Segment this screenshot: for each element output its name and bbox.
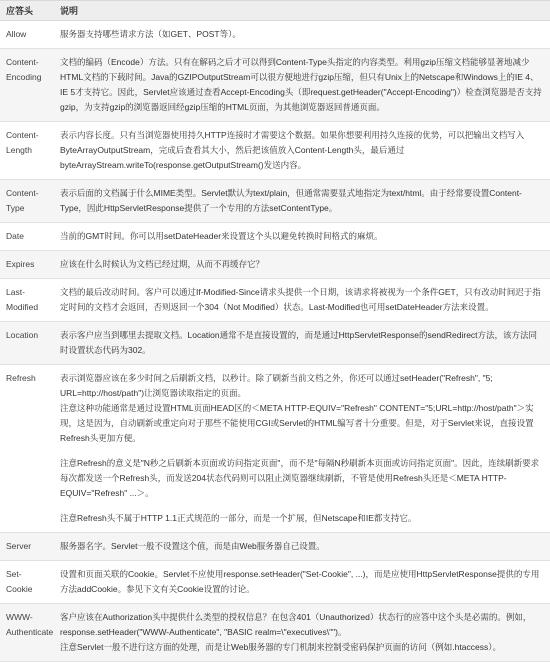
- description-line: 表示客户应当到哪里去提取文档。Location通常不是直接设置的，而是通过HttpServletResponse的sendRedirect方法，该方法同时设置状态代码为302。: [60, 330, 538, 355]
- header-name: Date: [0, 223, 54, 251]
- paragraph-gap: [60, 446, 544, 456]
- description-line: 当前的GMT时间。你可以用setDateHeader来设置这个头以避免转换时间格式的麻烦。: [60, 231, 383, 241]
- header-description: [54, 533, 550, 561]
- header-name: Set-Cookie: [0, 561, 54, 604]
- header-name: Content-Length: [0, 122, 54, 180]
- header-name: Allow: [0, 21, 54, 49]
- column-header-name: 应答头: [0, 1, 54, 21]
- description-line: 表示后面的文档属于什么MIME类型。Servlet默认为text/plain，但通常需要显式地指定为text/html。由于经常要设置Content-Type，因此HttpServletResponse提供了一个专用的方法setContentType。: [60, 188, 522, 213]
- description-line: 服务器名字。Servlet一般不设置这个值，而是由Web服务器自己设置。: [60, 541, 325, 551]
- description-line: 客户应该在Authorization头中提供什么类型的授权信息？在包含401（Unauthorized）状态行的应答中这个头是必需的。例如，response.setHeader("WWW-Authenticate", "BASIC realm=\"executives\"")。: [60, 612, 532, 637]
- header-description: [54, 604, 550, 662]
- header-description: [54, 122, 550, 180]
- header-description: [54, 365, 550, 533]
- header-description: [54, 180, 550, 223]
- paragraph-gap: [60, 501, 544, 511]
- description-line: 注意Servlet一般不进行这方面的处理，而是让Web服务器的专门机制来控制受密码保护页面的访问（例如.htaccess）。: [60, 642, 501, 652]
- description-line: 文档的最后改动时间。客户可以通过If-Modified-Since请求头提供一个日期，该请求将被视为一个条件GET，只有改动时间迟于指定时间的文档才会返回，否则返回一个304（Not Modified）状态。Last-Modified也可用setDateHeader方法来设置。: [60, 287, 541, 312]
- description-line: 注意Refresh的意义是"N秒之后刷新本页面或访问指定页面"，而不是"每隔N秒刷新本页面或访问指定页面"。因此，连续刷新要求每次都发送一个Refresh头，而发送204状态代码则可以阻止浏览器继续刷新，不管是使用Refresh头还是＜META HTTP-EQUIV="Refresh" ...＞。: [60, 458, 540, 498]
- header-description: [54, 223, 550, 251]
- header-description: [54, 49, 550, 122]
- description-line: 设置和页面关联的Cookie。Servlet不应使用response.setHeader("Set-Cookie", ...)，而是应使用HttpServletResponse提供的专用方法addCookie。参见下文有关Cookie设置的讨论。: [60, 569, 540, 594]
- header-description: [54, 21, 550, 49]
- description-line: 文档的编码（Encode）方法。只有在解码之后才可以得到Content-Type头指定的内容类型。利用gzip压缩文档能够显著地减少HTML文档的下载时间。Java的GZIPOutputStream可以很方便地进行gzip压缩，但只有Unix上的Netscape和Windows上的IE 4、IE 5才支持它。因此，Servlet应该通过查看Accept-Encoding头（即request.getHeader("Accept-Encoding")）检查浏览器是否支持gzip，为支持gzip的浏览器返回经gzip压缩的HTML页面，为其他浏览器返回普通页面。: [60, 57, 542, 112]
- header-name: Server: [0, 533, 54, 561]
- header-name: Location: [0, 322, 54, 365]
- header-description: [54, 561, 550, 604]
- header-description: [54, 322, 550, 365]
- header-description: [54, 279, 550, 322]
- header-name: Last-Modified: [0, 279, 54, 322]
- header-name: Content-Type: [0, 180, 54, 223]
- description-line: 注意Refresh头不属于HTTP 1.1正式规范的一部分，而是一个扩展，但Netscape和IE都支持它。: [60, 513, 417, 523]
- header-name: WWW-Authenticate: [0, 604, 54, 662]
- description-line: 注意这种功能通常是通过设置HTML页面HEAD区的＜META HTTP-EQUIV="Refresh" CONTENT="5;URL=http://host/path"＞实现，这是因为，自动刷新或重定向对于那些不能使用CGI或Servlet的HTML编写者十分重要。但是，对于Servlet来说，直接设置Refresh头更加方便。: [60, 403, 534, 443]
- header-name: Content-Encoding: [0, 49, 54, 122]
- header-name: Refresh: [0, 365, 54, 533]
- column-header-description: 说明: [54, 1, 550, 21]
- description-line: 服务器支持哪些请求方法（如GET、POST等）。: [60, 29, 241, 39]
- description-line: 表示浏览器应该在多少时间之后刷新文档，以秒计。除了刷新当前文档之外，你还可以通过setHeader("Refresh", "5; URL=http://host/path")让浏览器读取指定的页面。: [60, 373, 493, 398]
- description-line: 应该在什么时候认为文档已经过期，从而不再缓存它？: [60, 259, 265, 269]
- header-description: [54, 251, 550, 279]
- description-line: 表示内容长度。只有当浏览器使用持久HTTP连接时才需要这个数据。如果你想要利用持久连接的优势，可以把输出文档写入 ByteArrayOutputStream，完成后查看其大小，然后把该值放入Content-Length头，最后通过byteArrayStream.writeTo(response.getOutputStream()发送内容。: [60, 130, 525, 170]
- header-name: Expires: [0, 251, 54, 279]
